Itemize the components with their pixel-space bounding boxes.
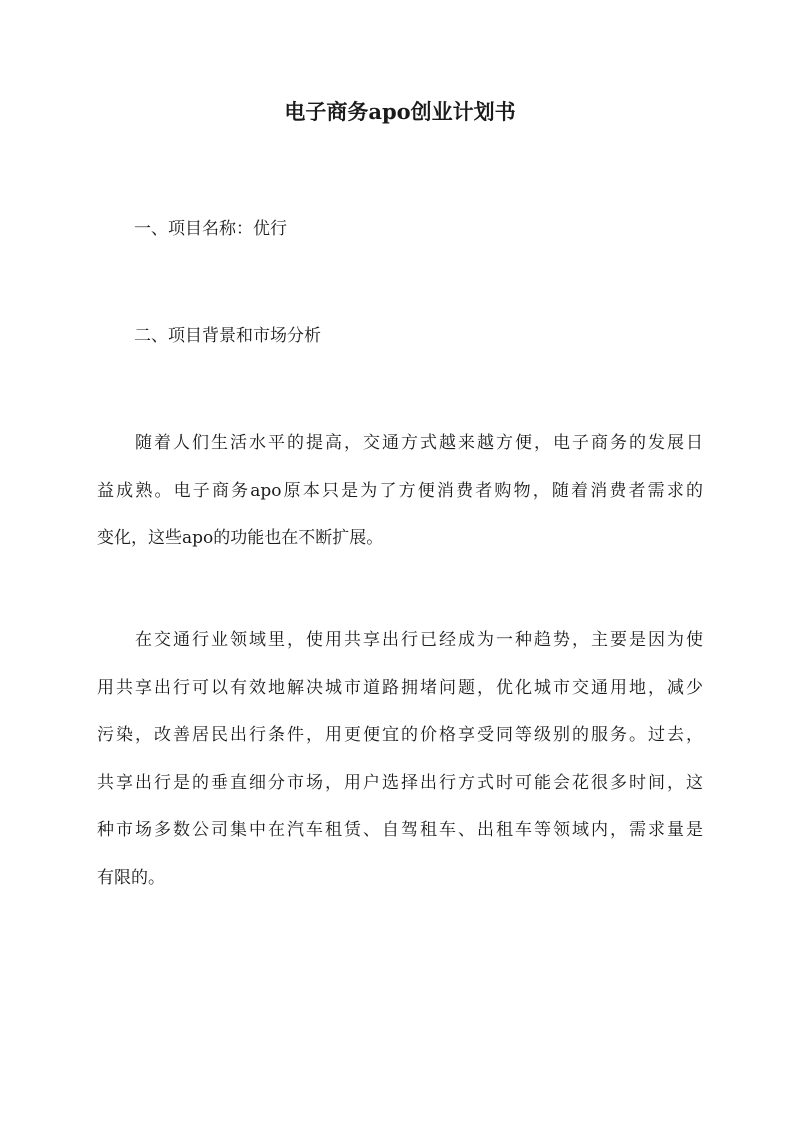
paragraph-line: 用共享出行可以有效地解决城市道路拥堵问题，优化城市交通用地，减少 (97, 677, 703, 698)
section-heading-project-name: 一、项目名称：优行 (134, 219, 287, 239)
section-heading-background: 二、项目背景和市场分析 (134, 326, 321, 346)
paragraph-line: 有限的。 (97, 867, 165, 888)
paragraph-development (97, 420, 703, 563)
paragraph-line: 益成熟。电子商务apo原本只是为了方便消费者购物，随着消费者需求的 (97, 480, 703, 501)
paragraph-line: 种市场多数公司集中在汽车租赁、自驾租车、出租车等领域内，需求量是 (97, 820, 703, 840)
paragraph-line: 随着人们生活水平的提高，交通方式越来越方便，电子商务的发展日 (97, 433, 703, 453)
paragraph-line: 在交通行业领域里，使用共享出行已经成为一种趋势，主要是因为使 (97, 630, 703, 650)
paragraph-line: 变化，这些apo的功能也在不断扩展。 (97, 528, 384, 548)
paragraph-line: 污染，改善居民出行条件，用更便宜的价格享受同等级别的服务。过去， (97, 725, 703, 745)
document-title: 电子商务apo创业计划书 (284, 99, 516, 124)
paragraph-sharing-trend (97, 617, 703, 902)
paragraph-line: 共享出行是的垂直细分市场，用户选择出行方式时可能会花很多时间，这 (97, 772, 703, 793)
